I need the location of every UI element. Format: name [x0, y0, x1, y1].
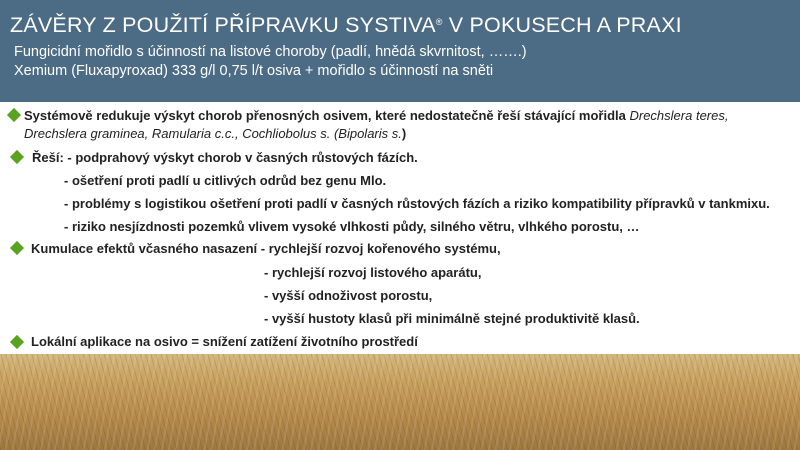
wheat-field-image	[0, 354, 800, 450]
bullet-2-line-4: - riziko nesjízdnosti pozemků vlivem vysoké vlhkosti půdy, silného větru, vlhkého porostu, …	[64, 219, 640, 234]
subtitle-line-2: Xemium (Fluxapyroxad) 333 g/l 0,75 l/t osiva + mořidlo s účinností na sněti	[14, 63, 494, 79]
title-banner	[0, 0, 800, 102]
bullet-1-end: )	[401, 126, 407, 141]
bullet-3-line-1: Kumulace efektů včasného nasazení - rychlejší rozvoj kořenového systému,	[31, 241, 501, 256]
bullet-diamond-icon	[7, 108, 21, 122]
bullet-1-text: Systémově redukuje výskyt chorob přenosných osivem, které nedostatečně řeší stávající mořidla	[24, 108, 630, 123]
slide-content	[0, 102, 800, 354]
bullet-diamond-icon	[10, 150, 24, 164]
bullet-2-line-2: - ošetření proti padlí u citlivých odrůd bez genu Mlo.	[64, 173, 387, 188]
registered-mark: ®	[435, 17, 443, 27]
bullet-2-line-1: Řeší: - podprahový výskyt chorob v časných růstových fázích.	[32, 150, 418, 165]
bullet-1-line-2	[24, 126, 406, 141]
title-main: ZÁVĚRY Z POUŽITÍ PŘÍPRAVKU SYSTIVA	[10, 13, 436, 37]
subtitle-line-1: Fungicidní mořidlo s účinností na listové choroby (padlí, hnědá skvrnitost, …….)	[14, 44, 527, 60]
bullet-1-italic-1: Drechslera teres,	[629, 108, 729, 123]
bullet-3-line-2: - rychlejší rozvoj listového aparátu,	[264, 265, 482, 280]
bullet-1-line-1	[24, 108, 728, 123]
bullet-3-line-4: - vyšší hustoty klasů při minimálně stejné produktivitě klasů.	[264, 311, 640, 326]
slide-title	[10, 13, 682, 38]
bullet-4-line-1: Lokální aplikace na osivo = snížení zatížení životního prostředí	[31, 334, 418, 349]
bullet-1-italic-2: Drechslera graminea, Ramularia c.c., Cochliobolus s. (Bipolaris s.	[24, 126, 402, 141]
title-rest: V POKUSECH A PRAXI	[442, 13, 682, 37]
bullet-diamond-icon	[10, 241, 24, 255]
bullet-3-line-3: - vyšší odnoživost porostu,	[264, 288, 433, 303]
bullet-2-line-3: - problémy s logistikou ošetření proti padlí v časných růstových fázích a riziko kompatibility přípravků v tankmixu.	[64, 196, 770, 211]
bullet-diamond-icon	[10, 335, 24, 349]
